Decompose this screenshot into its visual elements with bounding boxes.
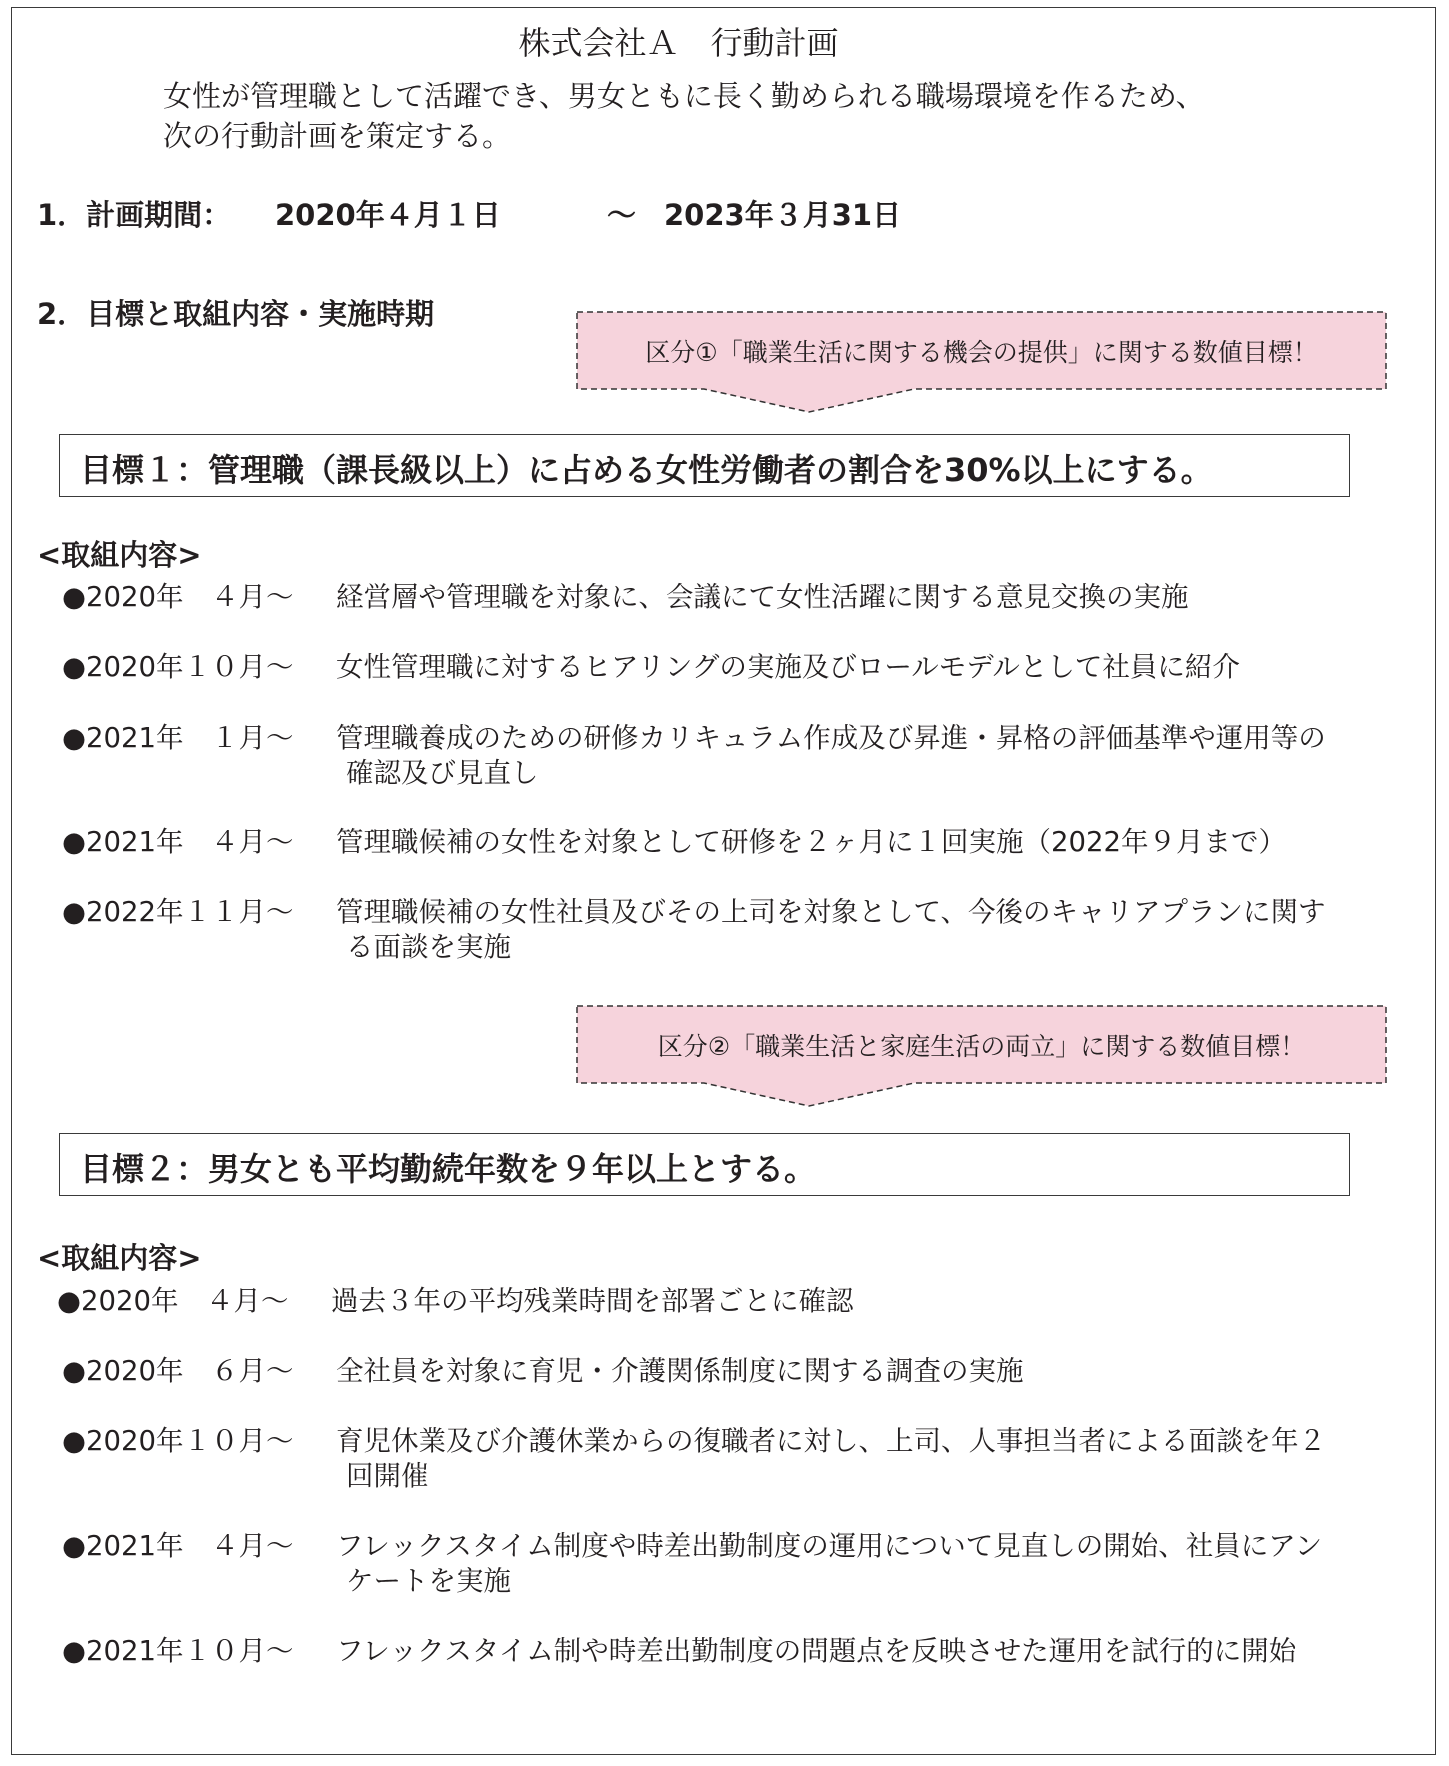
callout-2-text: 区分②「職業生活と家庭生活の両立」に関する数値目標！ bbox=[657, 1032, 1306, 1061]
item-line-1: 管理職候補の女性を対象として研修を２ヶ月に１回実施（2022年９月まで） bbox=[336, 826, 1286, 858]
item-line-1: フレックスタイム制や時差出勤制度の問題点を反映させた運用を試行的に開始 bbox=[336, 1635, 1297, 1667]
item-line-2: 確認及び見直し bbox=[346, 757, 539, 789]
item-description bbox=[336, 825, 1436, 860]
item-date: ●2020年 ４月～ bbox=[57, 1285, 289, 1317]
item-date: ●2021年１０月～ bbox=[62, 1635, 294, 1667]
item-line-1: 女性管理職に対するヒアリングの実施及びロールモデルとして社員に紹介 bbox=[336, 651, 1240, 683]
goal-2-box bbox=[59, 1133, 1350, 1196]
intro-text bbox=[163, 76, 1205, 156]
period-label: 1．計画期間： bbox=[37, 198, 232, 232]
item-line-1: 育児休業及び介護休業からの復職者に対し、上司、人事担当者による面談を年２ bbox=[336, 1425, 1326, 1457]
item-line-1: フレックスタイム制度や時差出勤制度の運用について見直しの開始、社員にアン bbox=[336, 1530, 1323, 1562]
goal-1-text: 目標１：管理職（課長級以上）に占める女性労働者の割合を30%以上にする。 bbox=[80, 451, 1213, 489]
item-line-1: 過去３年の平均残業時間を部署ごとに確認 bbox=[331, 1285, 854, 1317]
item-line-2: 回開催 bbox=[346, 1460, 429, 1492]
item-line-1: 経営層や管理職を対象に、会議にて女性活躍に関する意見交換の実施 bbox=[336, 581, 1189, 613]
period-tilde: ～ bbox=[607, 198, 637, 232]
goal-2-text: 目標２：男女とも平均勤続年数を９年以上とする。 bbox=[80, 1150, 817, 1188]
item-description bbox=[336, 580, 1436, 615]
callout-1-text: 区分①「職業生活に関する機会の提供」に関する数値目標！ bbox=[645, 338, 1318, 367]
plan-period bbox=[37, 193, 937, 233]
goal-1-box bbox=[59, 434, 1350, 497]
callout-category-1 bbox=[576, 311, 1387, 414]
item-date: ●2021年 １月～ bbox=[62, 722, 294, 754]
item-description bbox=[336, 895, 1436, 965]
callout-category-2 bbox=[576, 1005, 1387, 1108]
goal-1-actions-heading: <取組内容> bbox=[37, 538, 202, 572]
item-line-2: ケートを実施 bbox=[346, 1565, 511, 1597]
item-date: ●2020年 ４月～ bbox=[62, 581, 294, 613]
item-description bbox=[336, 1634, 1436, 1669]
item-date: ●2021年 ４月～ bbox=[62, 826, 294, 858]
item-description bbox=[331, 1284, 1431, 1319]
period-end: 2023年３月31日 bbox=[664, 198, 902, 232]
item-description bbox=[336, 1354, 1436, 1389]
item-description bbox=[336, 1529, 1436, 1599]
item-date: ●2020年１０月～ bbox=[62, 651, 294, 683]
item-line-1: 管理職養成のための研修カリキュラム作成及び昇進・昇格の評価基準や運用等の bbox=[336, 722, 1326, 754]
goal-2-actions-heading: <取組内容> bbox=[37, 1241, 202, 1275]
item-description bbox=[336, 721, 1436, 791]
section2-heading: 2．目標と取組内容・実施時期 bbox=[37, 297, 435, 331]
item-description bbox=[336, 650, 1436, 685]
document-title: 株式会社Ａ 行動計画 bbox=[518, 24, 839, 62]
item-date: ●2021年 ４月～ bbox=[62, 1530, 294, 1562]
item-line-1: 管理職候補の女性社員及びその上司を対象として、今後のキャリアプランに関す bbox=[336, 896, 1326, 928]
intro-line-2: 次の行動計画を策定する。 bbox=[163, 119, 512, 153]
item-description bbox=[336, 1424, 1436, 1494]
item-line-2: る面談を実施 bbox=[346, 931, 511, 963]
period-start: 2020年４月１日 bbox=[275, 198, 501, 232]
item-date: ●2020年 ６月～ bbox=[62, 1355, 294, 1387]
item-line-1: 全社員を対象に育児・介護関係制度に関する調査の実施 bbox=[336, 1355, 1024, 1387]
item-date: ●2020年１０月～ bbox=[62, 1425, 294, 1457]
item-date: ●2022年１１月～ bbox=[62, 896, 294, 928]
intro-line-1: 女性が管理職として活躍でき、男女ともに長く勤められる職場環境を作るため、 bbox=[163, 79, 1205, 113]
